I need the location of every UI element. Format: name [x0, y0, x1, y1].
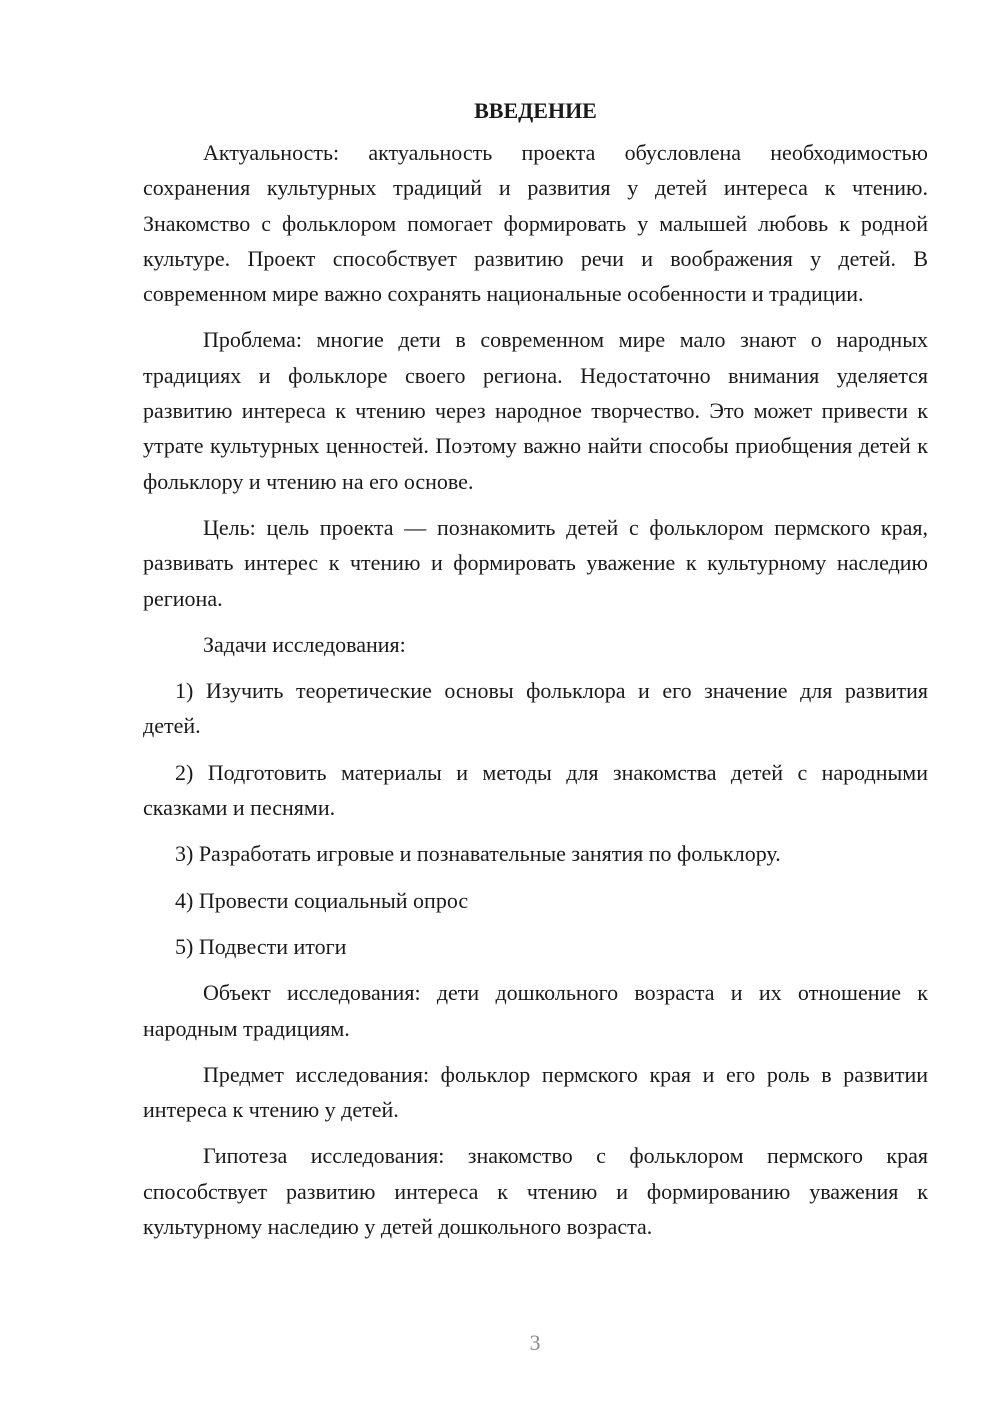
task-item: 2) Подготовить материалы и методы для знакомства детей с народными сказками и песнями.: [143, 759, 928, 821]
task-item: 3) Разработать игровые и познавательные занятия по фольклору.: [175, 841, 781, 867]
task-item: 5) Подвести итоги: [175, 933, 347, 959]
problem-paragraph: Проблема: многие дети в современном мире мало знают о народных традициях и фольклоре своего региона. Недостаточно внимания уделяется развитию интереса к чтению через народное творчество. Это может привести к утрате культурных ценностей. Поэтому важно найти способы приобщения детей к фольклору и чтению на его основе.: [143, 327, 928, 494]
section-title: ВВЕДЕНИЕ: [474, 98, 597, 123]
tasks-heading: Задачи исследования:: [203, 631, 406, 657]
subject-paragraph: Предмет исследования: фольклор пермского края и его роль в развитии интереса к чтению у детей.: [143, 1061, 928, 1123]
task-item: 1) Изучить теоретические основы фольклора и его значение для развития детей.: [143, 678, 928, 739]
task-item: 4) Провести социальный опрос: [175, 887, 469, 913]
page-number: 3: [529, 1330, 541, 1355]
page-content: [143, 93, 928, 1255]
object-paragraph: Объект исследования: дети дошкольного возраста и их отношение к народным традициям.: [143, 980, 928, 1041]
relevance-paragraph: Актуальность: актуальность проекта обусловлена необходимостью сохранения культурных традиций и развития у детей интереса к чтению. Знакомство с фольклором помогает формировать у малышей любовь к родной культуре. Проект способствует развитию речи и воображения у детей. В современном мире важно сохранять национальные особенности и традиции.: [143, 140, 928, 307]
goal-paragraph: Цель: цель проекта — познакомить детей с фольклором пермского края, развивать интерес к чтению и формировать уважение к культурному наследию региона.: [143, 514, 928, 611]
hypothesis-paragraph: Гипотеза исследования: знакомство с фольклором пермского края способствует развитию интереса к чтению и формированию уважения к культурному наследию у детей дошкольного возраста.: [143, 1143, 928, 1240]
